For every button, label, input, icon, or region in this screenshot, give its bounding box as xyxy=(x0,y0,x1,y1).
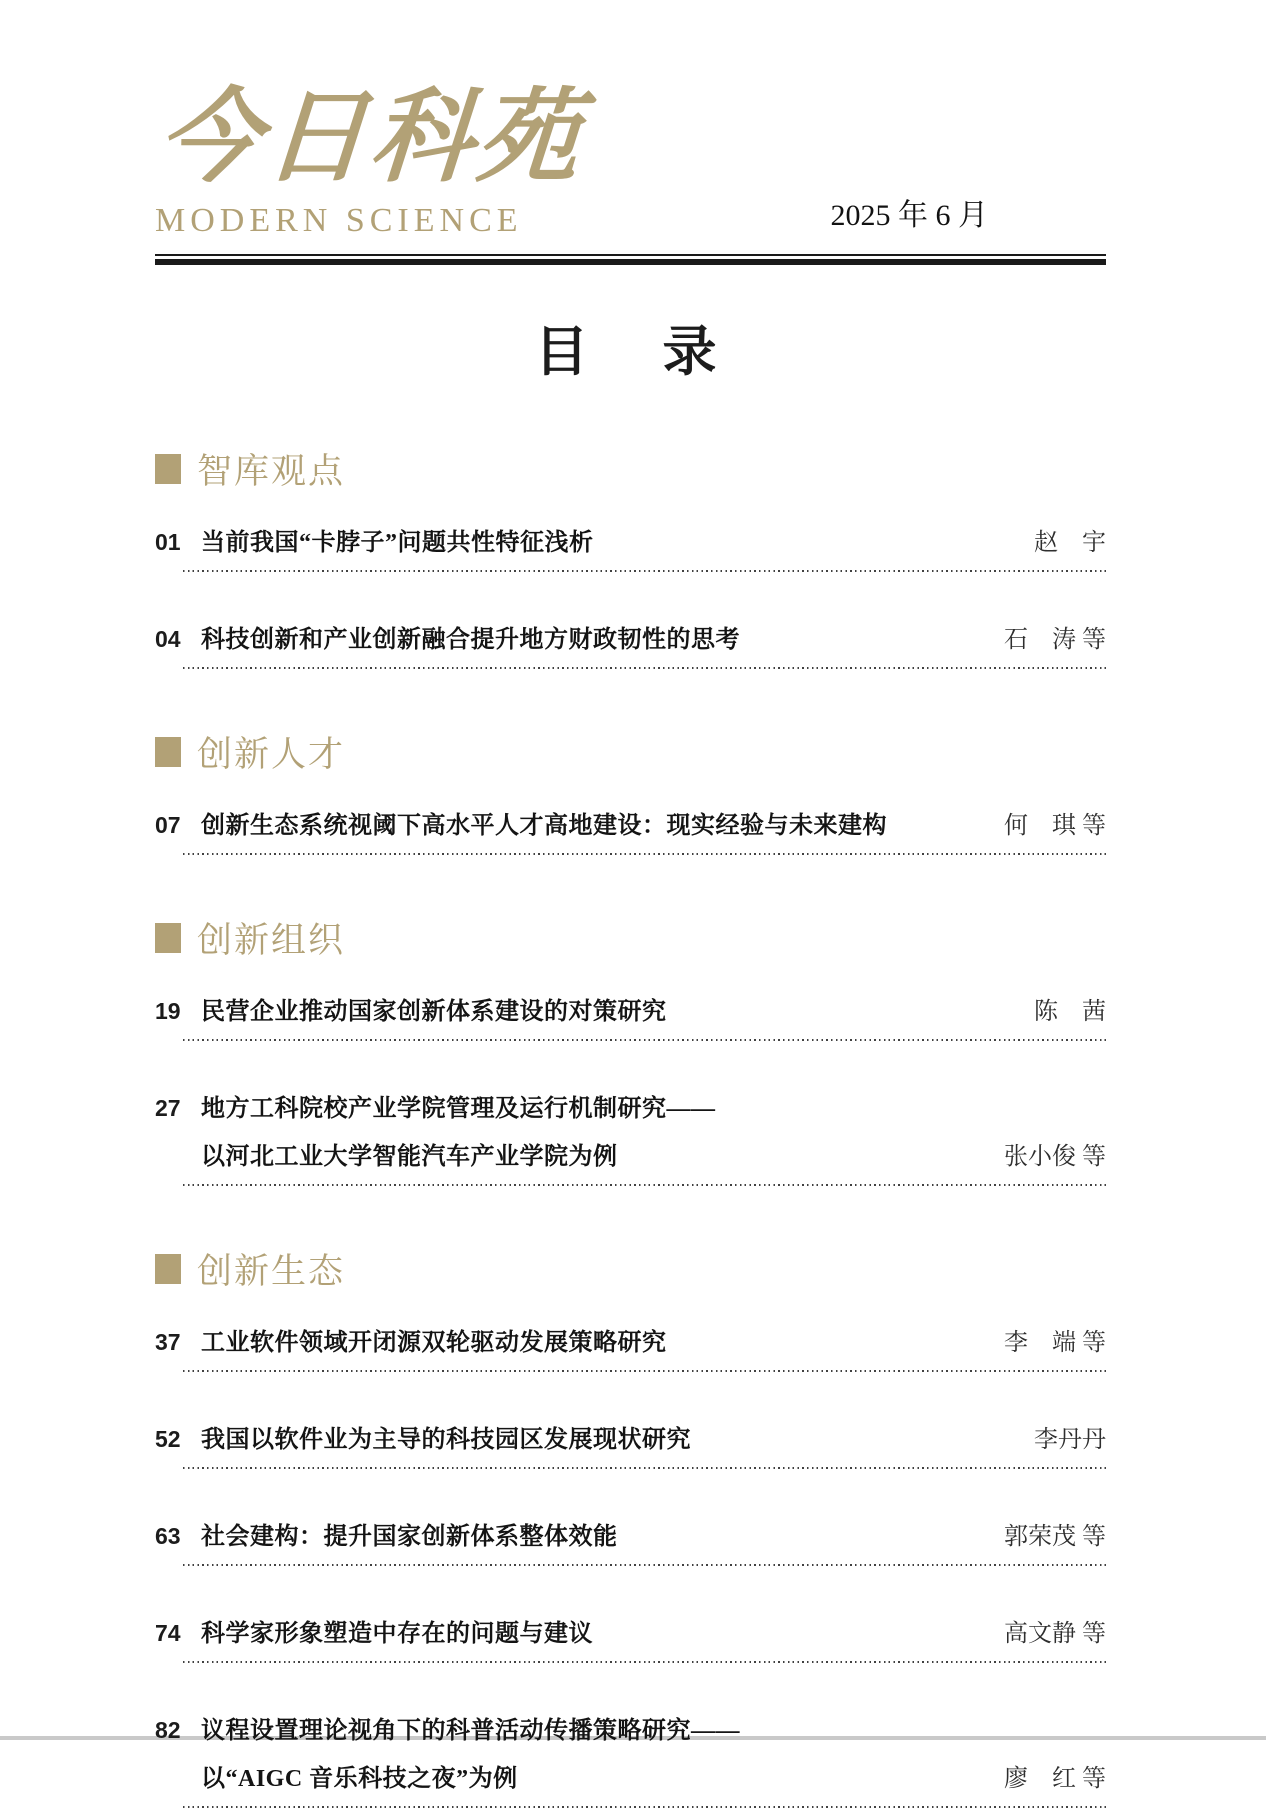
entry-title: 议程设置理论视角下的科普活动传播策略研究—— xyxy=(201,1718,740,1745)
section-square-icon xyxy=(155,454,181,484)
brand-block xyxy=(154,77,588,240)
entry-title-line2: 以“AIGC 音乐科技之夜”为例 xyxy=(201,1766,518,1793)
section-label: 智库观点 xyxy=(197,452,346,492)
entry-title: 创新生态系统视阈下高水平人才高地建设：现实经验与未来建构 xyxy=(201,813,887,840)
entry-author: 高文静 等 xyxy=(1004,1621,1106,1648)
section-square-icon xyxy=(155,1254,181,1284)
toc-entry xyxy=(155,1322,1106,1372)
entry-page-number: 07 xyxy=(155,812,181,839)
entry-line xyxy=(155,991,1106,1026)
entry-title: 当前我国“卡脖子”问题共性特征浅析 xyxy=(201,530,594,557)
toc-entry xyxy=(155,619,1106,669)
journal-subtitle: MODERN SCIENCE xyxy=(155,202,523,240)
entry-line xyxy=(155,1516,1106,1551)
entry-line xyxy=(155,522,1106,557)
entry-title: 我国以软件业为主导的科技园区发展现状研究 xyxy=(201,1427,691,1454)
entry-page-number: 19 xyxy=(155,998,181,1025)
dotted-leader xyxy=(183,1039,1106,1041)
toc-entry xyxy=(155,1710,1106,1808)
entry-author: 郭荣茂 等 xyxy=(1004,1524,1106,1551)
entry-line xyxy=(155,1088,1106,1123)
entry-page-number: 63 xyxy=(155,1523,181,1550)
dotted-leader xyxy=(183,667,1106,669)
section-heading xyxy=(155,444,1106,494)
entry-title-line2: 以河北工业大学智能汽车产业学院为例 xyxy=(201,1144,618,1171)
journal-logo: 今日科苑 xyxy=(154,77,588,197)
entry-line xyxy=(155,1322,1106,1357)
toc-entry xyxy=(155,991,1106,1041)
dotted-leader xyxy=(183,1661,1106,1663)
entry-author: 张小俊 等 xyxy=(1004,1144,1106,1171)
toc-entry xyxy=(155,805,1106,855)
entry-title: 民营企业推动国家创新体系建设的对策研究 xyxy=(201,999,667,1026)
toc-title: 目 录 xyxy=(534,322,727,383)
entry-line xyxy=(155,619,1106,654)
dotted-leader xyxy=(183,1564,1106,1566)
entry-page-number: 82 xyxy=(155,1717,181,1744)
section-label: 创新人才 xyxy=(197,735,346,775)
toc-entry xyxy=(155,1419,1106,1469)
entry-author: 石 涛 等 xyxy=(1004,627,1106,654)
section-heading xyxy=(155,727,1106,777)
entry-page-number: 37 xyxy=(155,1329,181,1356)
entry-author: 何 琪 等 xyxy=(1004,813,1106,840)
toc-entry xyxy=(155,1613,1106,1663)
entry-line-continuation xyxy=(155,1758,1106,1793)
dotted-leader xyxy=(183,1184,1106,1186)
section-label: 创新组织 xyxy=(197,921,346,961)
entry-title: 科学家形象塑造中存在的问题与建议 xyxy=(201,1621,593,1648)
entry-line xyxy=(155,1710,1106,1745)
entry-page-number: 74 xyxy=(155,1620,181,1647)
dotted-leader xyxy=(183,1370,1106,1372)
entry-author: 李丹丹 xyxy=(1034,1427,1106,1454)
entry-title: 工业软件领域开闭源双轮驱动发展策略研究 xyxy=(201,1330,667,1357)
entry-title: 社会建构：提升国家创新体系整体效能 xyxy=(201,1524,618,1551)
entry-page-number: 52 xyxy=(155,1426,181,1453)
entry-line xyxy=(155,1419,1106,1454)
dotted-leader xyxy=(183,853,1106,855)
section-square-icon xyxy=(155,737,181,767)
toc-entry xyxy=(155,1516,1106,1566)
issue-date: 2025 年 6 月 xyxy=(830,199,988,233)
section-label: 创新生态 xyxy=(197,1252,346,1292)
entry-author: 李 端 等 xyxy=(1004,1330,1106,1357)
entry-line-continuation xyxy=(155,1136,1106,1171)
entry-author: 赵 宇 xyxy=(1034,530,1106,557)
section-square-icon xyxy=(155,923,181,953)
dotted-leader xyxy=(183,570,1106,572)
entry-title: 科技创新和产业创新融合提升地方财政韧性的思考 xyxy=(201,627,740,654)
entry-author: 陈 茜 xyxy=(1034,999,1106,1026)
toc-entry xyxy=(155,522,1106,572)
dotted-leader xyxy=(183,1467,1106,1469)
page-header xyxy=(154,77,1106,240)
toc-entry xyxy=(155,1088,1106,1186)
entry-line xyxy=(155,805,1106,840)
header-divider xyxy=(155,254,1106,265)
entry-page-number: 04 xyxy=(155,626,181,653)
entry-author: 廖 红 等 xyxy=(1004,1766,1106,1793)
entry-line xyxy=(155,1613,1106,1648)
entry-page-number: 27 xyxy=(155,1095,181,1122)
section-heading xyxy=(155,1244,1106,1294)
entry-page-number: 01 xyxy=(155,529,181,556)
section-heading xyxy=(155,913,1106,963)
entry-title: 地方工科院校产业学院管理及运行机制研究—— xyxy=(201,1096,716,1123)
